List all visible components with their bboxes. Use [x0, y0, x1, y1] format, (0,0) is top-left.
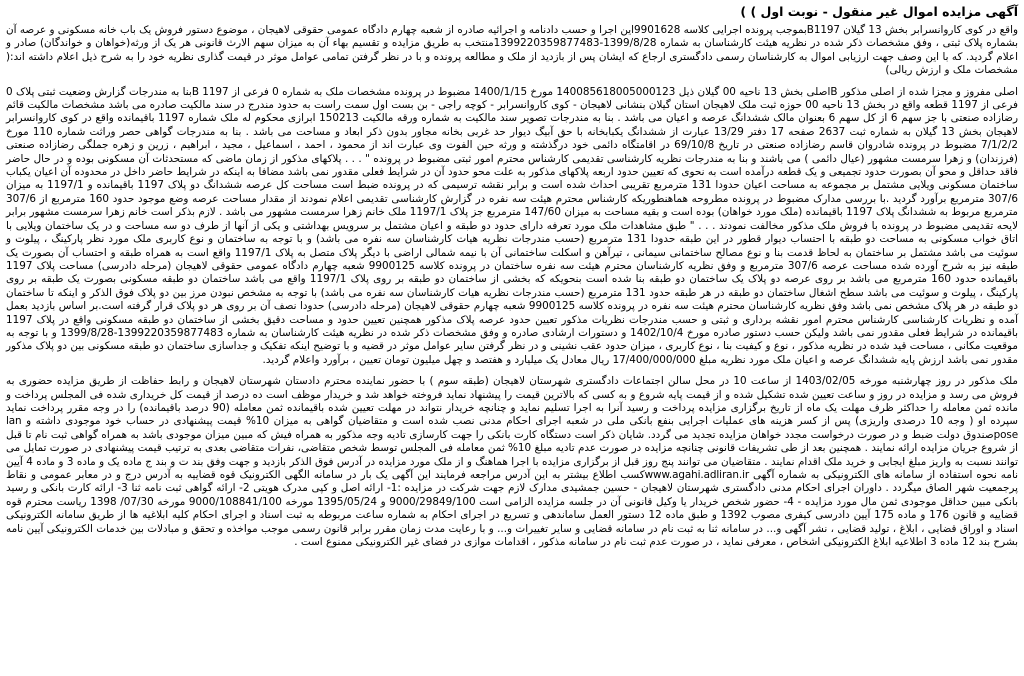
- notice-paragraph-property-details: اصلی مفروز و مجزا شده از اصلی مذکور Bاصلی بخش 13 ناحیه 00 گیلان ذیل 140085618005000123 مورخ 1400/1/15 مضبوط در پرونده مشخصات ملک به شماره 0 فرعی از 1197 Bبنا به مندرجات گزارش وضعیت ثبتی پلاک 0 فرعی از 1197 قطعه واقع در بخش 13 ناحیه 00 حوزه ثبت ملک لاهیجان استان گیلان بنشانی لاهیجان - کوی کاروانسرابر - کوچه راجی - بن بست اول سمت راست به حدود مندرج در سند مالکیت صادره می باشد مشخصات مالکیت قائم رضازاده صنعتی با جز سهم 6 از کل سهم 6 بعنوان مالک ششدانگ عرصه و اعیان می باشد . بنا به مندرجات تصویر سند مالکیت به شماره ورقه مالکیت 150213 ابرازی محکوم له ملک شماره 1197 باقیمانده واقع در کوی کاروانسرابر لاهیجان بخش 13 گیلان به شماره ثبت 2637 صفحه 17 دفتر 13/29 عبارت از ششدانگ یکبابخانه با حق آبیگ دیوار حد غربی بخانه مجاور بدون ذکر ابعاد و مساحت می باشد . بنا به مندرجات گواهی حصر وراثت شماره 110 مورخ 7/1/2/2 مضبوط در پرونده شادروان قاسم رضازاده صنعتی در تاریخ 69/10/8 در اقامتگاه دائمی خود درگذشته و ورثه حین الفوت وی عبارت اند از محمود ، احمد ، اسماعیل ، مجید ، ابراهیم ، زرین و زهره جملگی رضازاده صنعتی (فرزندان) و زهرا سرمست مشهور (عیال دائمی ) می باشند و بنا به مندرجات نظریه کارشناسی تقدیمی کارشناس محترم امور ثبتی مضبوط در پرونده " . . . پلاکهای مذکور از زمان ماضی که مستحدثات آن مسکونی بوده و در حال حاضر فاقد حداقل و محو آن بصورت حدود تجمیعی و یک قطعه درآمده است به نحوی که تعیین حدود اربعه پلاکهای مذکور به علت محو حدود آن در شرایط فعلی مقدور نمی باشد مضافا به اینکه در شرایط حاضر داخل در محدوده آن اعیان یکباب ساختمان مسکونی ویلایی مشتمل بر مجموعه به مساحت اعیان حدودا 131 مترمربع تقریبی احداث شده است و برابر نقشه ترسیمی که در پرونده ضبط است مساحت کل عرصه ششدانگ دو پلاک 1197 باقیمانده و 1197/1 به میزان 307/6 مترمربع برآورد گردید .با بررسی مدارک مضبوط در پرونده مطروحه هماهنطوریکه کارشناس محترم هیئت سه نفره در گزارش کارشناسی تقدیمی اعلام نمودند از مقدار مساحت عرصه وضع موجود حدود 160 مترمربع از 307/6 مترمربع مربوط به ششدانگ پلاک 1197 باقیمانده (ملک مورد خواهان) بوده است و بقیه مساحت به میزان 147/60 مترمربع جز پلاک 1197/1 ملک خانم زهرا سرمست مشهور می باشد . لازم بذکر است خانم زهرا سرمست مشهور برابر لایحه تقدیمی مضبوط در پرونده با فروش ملک مذکور مخالفت نمودند . . . " طبق مشاهدات ملک مورد تعرفه دارای حدود دو طبقه و اعیان مشتمل بر سرویس بهداشتی و یکی از آنها از طرف دو سه مساحت و در یک ساختمان ویلایی با اتاق خواب مسکونی به مساحت دو طبقه با احتساب دیوار قطور در این طبقه حدودا 131 مترمربع (حسب مندرجات نظریه هیات کارشناسان سه نفره می باشد) و با توجه به ساختمان و نوع کاربری ملک مورد نظر پارکینگ ، پیلوت و سوئیت می باشد مشتمل بر ساختمان به لحاظ قدمت بنا و نوع مصالح ساختمانی سیمانی ، تیرآهن و اسکلت ساختمانی آن با نیمه شمالی اراضی با دیگر پلاک متصل به پلاک 1197/1 واقع است به همراه طبقه و احتساب آن بصورت یک طبقه نیز به شرح آورده شده مساحت عرصه 307/6 مترمربع و وفق نظریه کارشناسان محترم هیئت سه نفره ساختمان در پرونده کلاسه 9900125 شعبه چهارم دادگاه عمومی حقوقی لاهیجان (مرحله دادرسی) مساحت پلاک 1197 باقیمانده حدود 160 مترمربع می باشد بر روی عرصه دو پلاک یک ساختمان دو طبقه بنا شده است بنحویکه که بخشی از ساختمان دو طبقه بر روی پلاک 1197/1 واقع می باشد ساختمان دو طبقه مسکونی بصورت یک طبقه بر روی پارکینگ ، پیلوت و سوئیت می باشد سطح اشغال ساختمان دو طبقه در هر طبقه حدود 131 مترمربع (حسب مندرجات نظریه هیات کارشناسان سه نفره می باشد) با توجه به مشخص نبودن مرز بین دو پلاک فوق الذکر و اینکه تا ساختمان دو طبقه در هر پلاک مشخص نمی باشد وفق نظریه کارشناسان محترم هیئت سه نفره در پرونده کلاسه 9900125 شعبه چهارم حقوقی لاهیجان (مرحله دادرسی) حدودا نصف آن بر روی هر دو پلاک قرار گرفته است.بر اساس بازدید بعمل آمده و نظریات کارشناسی کارشناس محترم امور نقشه برداری و ثبتی و حسب مندرجات نظریات مذکور تعیین حدود عرصه پلاک مذکور همچنین تعیین حدود و مساحت دقیق بخشی از ساختمان دو طبقه مسکونی واقع در پلاک 1197 باقیمانده در شرایط فعلی مقدور نمی باشد ولیکن حسب دستور صادره مورخ 1402/10/4 و دستورات ارشادی صادره و وفق مشخصات ذکر شده در نظریه هیئت کارشناسان به شماره 1399220359877483-1399/8/28 و با توجه به موقعیت مکانی ، مساحت قید شده در نظریه مذکور ، نوع و کیفیت بنا ، نوع کاربری ، میزان حدود عقب نشینی و در نظر گرفتن سایر عوامل موثر در قضیه و با توضیح اینکه تفکیک و جداسازی ساختمان دو طبقه مسکونی بین دو پلاک مذکور مقدور نمی باشد ارزش پایه ششدانگ عرصه و اعیان ملک مورد نظریه مبلغ 17/400/000/000 ریال معادل یک میلیارد و هفتصد و چهل میلیون تومان تعیین ، برآورد واعلام گردید.: [6, 85, 1019, 366]
- notice-paragraph-intro: واقع در کوی کاروانسرابر بخش 13 گیلان B1197بموجب پرونده اجرایی کلاسه 9901628این اجرا و حسب دادنامه و اجرائیه صادره از شعبه چهارم دادگاه عمومی حقوقی لاهیجان ، موضوع دستور فروش یک باب خانه مسکونی و عرصه آن بشماره پلاک ثبتی ، وفق مشخصات ذکر شده در نظریه هیئت کارشناسان به شماره 1399/8/28-1399220359877483منتخب به طریق مزایده و تقسیم بهاء آن به میزان سهم الارث قانونی هر یک از ورثه(خواهان و خواندگان) صادر و اعلام گردید. که با این وصف جهت ارزیابی اموال به کارشناسان رسمی دادگستری ارجاع که ایشان پس از بازدید از ملک و مطالعه پرونده و با در نظر گرفتن تمامی عوامل موثر در قیمت گذاری نظریه خود را به شرح ذیل اعلام داشته اند:( مشخصات ملک و ارزش ریالی): [6, 24, 1018, 77]
- notice-title: آگهی مزایده اموال غیر منقول - نوبت اول ) ): [740, 4, 1018, 19]
- notice-paragraph-auction-terms: ملک مذکور در روز چهارشنبه مورخه 1403/02/05 از ساعت 10 در محل سالن اجتماعات دادگستری شهرستان لاهیجان (طبقه سوم ) با حضور نماینده محترم دادستان شهرستان لاهیجان و رابط حفاظت از طریق مزایده حضوری به فروش می رسد و مزایده در روز و ساعت تعیین شده تشکیل شده و از قیمت پایه شروع و به کسی که بالاترین قیمت را پیشنهاد نماید فروخته خواهد شد و خریدار موظف است ده درصد از قیمت کل خریداری شده فی المجلس پرداخت و مانده ثمن معامله را حداکثر ظرف مهلت یک ماه از تاریخ برگزاری مزایده پرداخت و رسید آنرا به اجرا تسلیم نماید و چنانچه خریدار نتواند در مهلت تعیین شده باقیمانده ثمن معامله (90 درصد باقیمانده) را در وجه مقرر پرداخت نماید سپرده او ( وجه 10 درصدی واریزی) پس از کسر هزینه های عملیات اجرایی بنفع بانکی ملی در شعبه اجرای احکام مدنی نصب شده است و متقاضیان گواهی به میزان 10% قیمت پیشنهادی در حساب خود موجودی داشته و lan poseصندوق دولت ضبط و در صورت درخواست مجدد خواهان مزایده تجدید می گردد. شایان ذکر است دستگاه کارت بانکی را جهت کارسازی تادیه وجه مذکور به همراه فیش که مبین میزان موجودی باشد به همراه گواهی ثبت نام تا قبل از شروع جریان مزایده ارائه نمایند . همچنین بعد از طی تشریفات قانونی چنانچه مزایده در صورت عدم تادیه مبلغ 10% ثمن معامله فی المجلس توسط شخص متقاضی، نفرات متقاضی بعدی به ترتیب قیمت پیشنهادی در صورت تمایل می توانند نسبت به واریز مبلغ ایجابی و خرید ملک اقدام نمایند . متقاضیان می توانند پنج روز قبل از برگزاری مزایده با اجرا هماهنگ و از ملک مورد مزایده در آدرس فوق الذکر بازدید و جهت وفق بند ت و بند ج ماده یک و ماده 3 و ماده 4 آیین نامه نحوه استفاده از سامانه های الکترونیکی به شماره آگهی www.agahi.adliran.irکسب اطلاع بیشتر به این آدرس مراجعه فرمایند این آگهی یک بار در سامانه الگهی الکترونیک قوه قضاییه به آدرس درج و در معابر عمومی و نقاط پرجمعیت شهر الصاق میگردد . داوران اجرای احکام مدنی دادگستری شهرستان لاهیجان - حسین جمشیدی مدارک لازم جهت شرکت در مزایده :1- ارائه اصل و کپی مدرک هویتی 2- ارائه گواهی ثبت نامه ثنا 3- ارائه کارت بانکی و رسید بانکی مبین حداقل موجودی ثمن مال مورد مزایده - 4- حضور شخص خریدار یا وکیل قانونی آن در جلسه مزایده الزامی است 9000/29849/100 و 1395/05/24 مورخه 9000/108841/100 مورخه 07/30/ 1398 ریاست محترم قوه قضاییه و قانون 176 و ماده 175 آیین دادرسی کیفری مصوب 1392 و طبق ماده 12 دستور العمل ساماندهی و تسریع در اجرای احکام به شماره ساعت مربوطه به ثبت اسناد و اجرای احکام کلیه ابلاغیه ها از طریق سامانه الکترونیکی اسناد و اوراق قضایی ، ابلاغ ، تولید قضایی ، نشر آگهی و... در سامانه ثنا به ثبت نام در سامانه قضایی و سایر تغییرات و... و با رعایت مدت زمان مقرر برابر قانون رسمی موجب مواخذه و تحقق و مبادلات بین خدمات الکترونیکی آیین نامه بشرح بند 12 ماده 3 اطلاعیه ابلاغ الکترونیکی اشخاص ، معرفی نماید ، در صورت عدم ثبت نام در سامانه مذکور ، اقدامات موازی در فضای غیر الکترونیکی ممنوع است .: [6, 375, 1019, 549]
